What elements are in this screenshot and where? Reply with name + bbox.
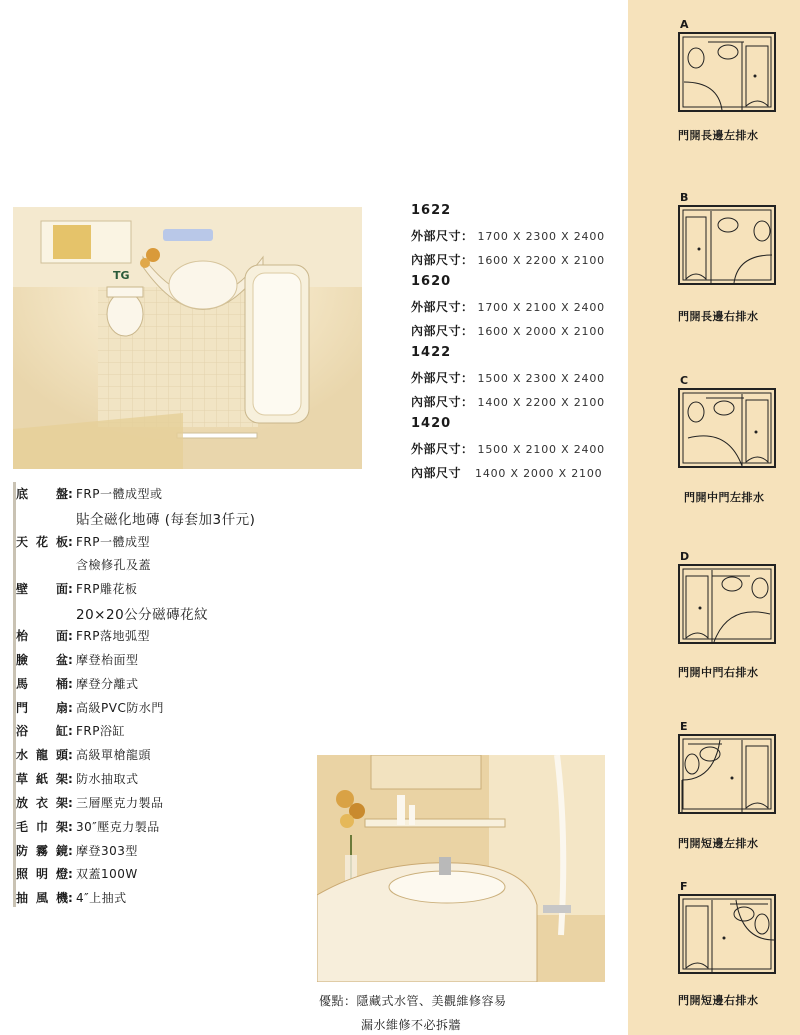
plan-caption: 門開短邊右排水 bbox=[678, 994, 759, 1007]
spec-row: 含檢修孔及蓋 bbox=[76, 558, 152, 572]
brand-badge: TG bbox=[113, 269, 130, 282]
inner-size-line: 內部尺寸： 1400 X 2200 X 2100 bbox=[411, 395, 605, 409]
outer-size-line: 外部尺寸： 1700 X 2100 X 2400 bbox=[411, 300, 605, 314]
inner-size-line: 內部尺寸： 1600 X 2200 X 2100 bbox=[411, 253, 605, 267]
outer-size-line: 外部尺寸： 1700 X 2300 X 2400 bbox=[411, 229, 605, 243]
spec-row: 壁面: FRP雕花板 bbox=[16, 582, 138, 596]
floor-plan-diagram bbox=[678, 734, 778, 816]
spec-row: 照明燈: 双蓋100W bbox=[16, 867, 138, 881]
model-code: 1620 bbox=[411, 274, 452, 289]
spec-row: 天花板: FRP一體成型 bbox=[16, 535, 150, 549]
advantage-line-1: 優點：隱藏式水管、美觀維修容易 bbox=[319, 994, 507, 1008]
plan-letter: F bbox=[680, 880, 688, 893]
advantage-line-2: 漏水維修不必拆牆 bbox=[361, 1018, 462, 1032]
spec-row: 貼全磁化地磚 (每套加3仟元) bbox=[76, 512, 256, 528]
plan-letter: E bbox=[680, 720, 688, 733]
floor-plan-diagram bbox=[678, 894, 778, 976]
plan-caption: 門開中門右排水 bbox=[678, 666, 759, 679]
plan-caption: 門開中門左排水 bbox=[684, 491, 765, 504]
floor-plan-panel bbox=[628, 0, 800, 1035]
plan-caption: 門開長邊左排水 bbox=[678, 129, 759, 142]
floor-plan-diagram bbox=[678, 205, 778, 287]
spec-row: 底盤: FRP一體成型或 bbox=[16, 487, 163, 501]
spec-row: 枱面: FRP落地弧型 bbox=[16, 629, 150, 643]
plan-caption: 門開短邊左排水 bbox=[678, 837, 759, 850]
sink-detail-photo bbox=[317, 755, 605, 982]
spec-row: 草紙架: 防水抽取式 bbox=[16, 772, 139, 786]
model-code: 1420 bbox=[411, 416, 452, 431]
spec-row: 毛巾架: 30″壓克力製品 bbox=[16, 820, 160, 834]
spec-row: 放衣架: 三層壓克力製品 bbox=[16, 796, 164, 810]
bathroom-overview-photo bbox=[13, 207, 362, 469]
plan-letter: D bbox=[680, 550, 690, 563]
model-code: 1422 bbox=[411, 345, 452, 360]
spec-row: 馬桶: 摩登分離式 bbox=[16, 677, 139, 691]
inner-size-line: 內部尺寸 1400 X 2000 X 2100 bbox=[411, 466, 603, 480]
spec-row: 防霧鏡: 摩登303型 bbox=[16, 844, 138, 858]
spec-row: 抽風機: 4″上抽式 bbox=[16, 891, 127, 905]
spec-row: 20×20公分磁磚花紋 bbox=[76, 607, 209, 623]
outer-size-line: 外部尺寸： 1500 X 2100 X 2400 bbox=[411, 442, 605, 456]
floor-plan-diagram bbox=[678, 32, 778, 114]
outer-size-line: 外部尺寸： 1500 X 2300 X 2400 bbox=[411, 371, 605, 385]
plan-caption: 門開長邊右排水 bbox=[678, 310, 759, 323]
inner-size-line: 內部尺寸： 1600 X 2000 X 2100 bbox=[411, 324, 605, 338]
floor-plan-diagram bbox=[678, 564, 778, 646]
spec-row: 門扇: 高級PVC防水門 bbox=[16, 701, 164, 715]
plan-letter: A bbox=[680, 18, 689, 31]
floor-plan-diagram bbox=[678, 388, 778, 470]
spec-row: 水龍頭: 高級單槍龍頭 bbox=[16, 748, 152, 762]
plan-letter: B bbox=[680, 191, 689, 204]
spec-row: 臉盆: 摩登枱面型 bbox=[16, 653, 139, 667]
plan-letter: C bbox=[680, 374, 689, 387]
model-code: 1622 bbox=[411, 203, 452, 218]
spec-row: 浴缸: FRP浴缸 bbox=[16, 724, 125, 738]
